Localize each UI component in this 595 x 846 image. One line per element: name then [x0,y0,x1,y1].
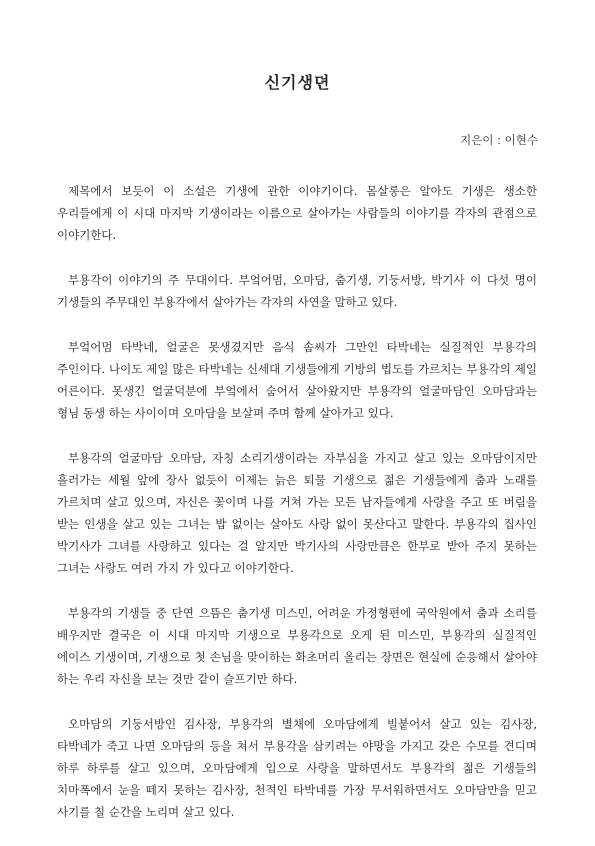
paragraph-missmin: 부용각의 기생들 중 단연 으뜸은 춤기생 미스민, 어려운 가정형편에 국악원에서 춤과 소리를 배우지만 결국은 이 시대 마지막 기생으로 부용각으로 오게 된 미스민, 부용각의 실질적인 에이스 기생이며, 기생으로 첫 손님을 맞이하는 화초머리 올리는 장면은 현실에 순응해서 살아야 하는 우리 자신을 보는 것만 같이 슬프기만 하다. [57,606,537,686]
paragraph-setting: 부용각이 이야기의 주 무대이다. 부엌어멈, 오마담, 춤기생, 기둥서방, 박기사 이 다섯 명이 기생들의 주무대인 부용각에서 살아가는 각자의 사연을 말하고 있다. [57,273,537,309]
paragraph-intro: 제목에서 보듯이 이 소설은 기생에 관한 이야기이다. 몸살롱은 알아도 기생은 생소한 우리들에게 이 시대 마지막 기생이라는 이름으로 살아가는 사람들의 이야기를 각자의 관점으로 이야기한다. [57,184,537,242]
paragraph-omadam: 부용각의 얼굴마담 오마담, 자칭 소리기생이라는 자부심을 가지고 살고 있는 오마담이지만 흘러가는 세월 앞에 장사 없듯이 이제는 늙은 퇴물 기생으로 젊은 기생들에게 춤과 노래를 가르치며 살고 있으며, 자신은 꽃이며 나를 거쳐 가는 모든 남자들에게 사랑을 주고 또 버림을 받는 인생을 살고 있는 그녀는 밥 없이는 살아도 사랑 없이 못산다고 말한다. 부용각의 집사인 박기사가 그녀를 사랑하고 있다는 걸 알지만 박기사의 사랑만큼은 한부로 받아 주지 못하는 그녀는 사랑도 여러 가지 가 있다고 이야기한다. [57,451,537,575]
paragraph-kimsajang: 오마담의 기둥서방인 김사장, 부용각의 별채에 오마담에게 빌붙어서 살고 있는 김사장, 타박네가 죽고 나면 오마담의 등을 쳐서 부용각을 삼키려는 야망을 가지고 갖은 수모를 견디며 하루 하루를 살고 있으며, 오마담에게 입으로 사랑을 말하면서도 부용각의 젊은 기생들의 치마폭에서 눈을 떼지 못하는 김사장, 천적인 타박네를 가장 무서워하면서도 오마담만을 믿고 사기를 칠 순간을 노리며 살고 있다. [57,717,537,819]
paragraph-tabakne: 부엌어멈 타박네, 얼굴은 못생겼지만 음식 솜씨가 그만인 타박네는 실질적인 부용각의 주인이다. 나이도 제일 많은 타박네는 신세대 기생들에게 기방의 법도를 가르치는 부용각의 제일 어른이다. 못생긴 얼굴덕분에 부엌에서 숨어서 살아왔지만 부용각의 얼굴마담인 오마담과는 형님 동생 하는 사이이며 오마담을 보살펴 주며 함께 살아가고 있다. [57,340,537,420]
document-body [57,180,537,846]
document-title: 신기생뎐 [264,73,331,92]
author-line: 지은이 : 이현수 [460,133,538,147]
